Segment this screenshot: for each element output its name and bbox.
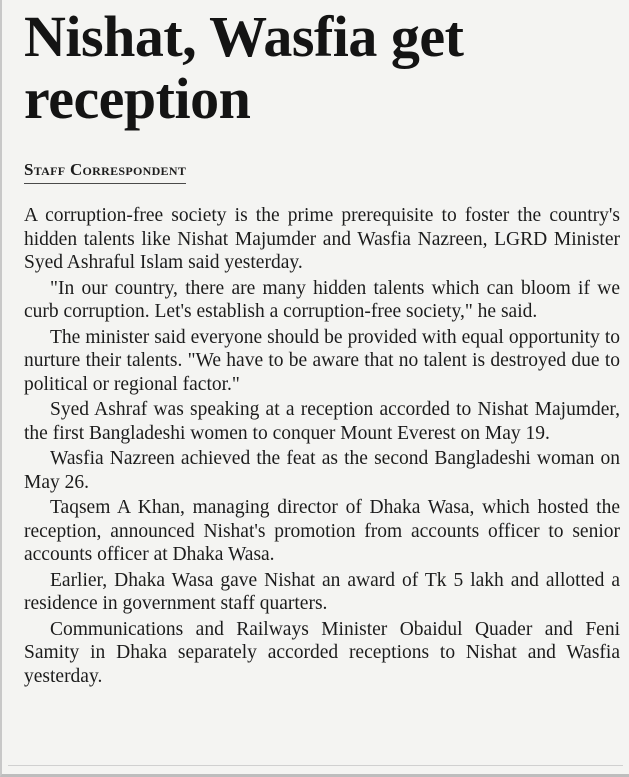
paragraph-4: Syed Ashraf was speaking at a reception accorded to Nishat Majumder, the first Bangladeshi women to conquer Mount Everest on May 19.	[24, 399, 620, 444]
headline: Nishat, Wasfia get reception	[24, 4, 464, 131]
paragraph-5: Wasfia Nazreen achieved the feat as the second Bangladeshi woman on May 26.	[24, 448, 620, 493]
paragraph-2: "In our country, there are many hidden talents which can bloom if we curb corruption. Let's establish a corruption-free society," he said.	[24, 277, 620, 322]
article-body	[24, 204, 620, 688]
paragraph-1: A corruption-free society is the prime prerequisite to foster the country's hidden talents like Nishat Majumder and Wasfia Nazreen, LGRD Minister Syed Ashraful Islam said yesterday.	[24, 205, 620, 273]
paragraph-3: The minister said everyone should be provided with equal opportunity to nurture their talents. "We have to be aware that no talent is destroyed due to political or regional factor."	[24, 326, 620, 395]
paragraph-8: Communications and Railways Minister Obaidul Quader and Feni Samity in Dhaka separately accorded receptions to Nishat and Wasfia yesterday.	[24, 618, 620, 687]
paragraph-7: Earlier, Dhaka Wasa gave Nishat an award of Tk 5 lakh and allotted a residence in government staff quarters.	[24, 569, 620, 614]
byline: Staff Correspondent	[24, 160, 186, 184]
paragraph-6: Taqsem A Khan, managing director of Dhaka Wasa, which hosted the reception, announced Nishat's promotion from accounts officer to senior accounts officer at Dhaka Wasa.	[24, 497, 620, 565]
